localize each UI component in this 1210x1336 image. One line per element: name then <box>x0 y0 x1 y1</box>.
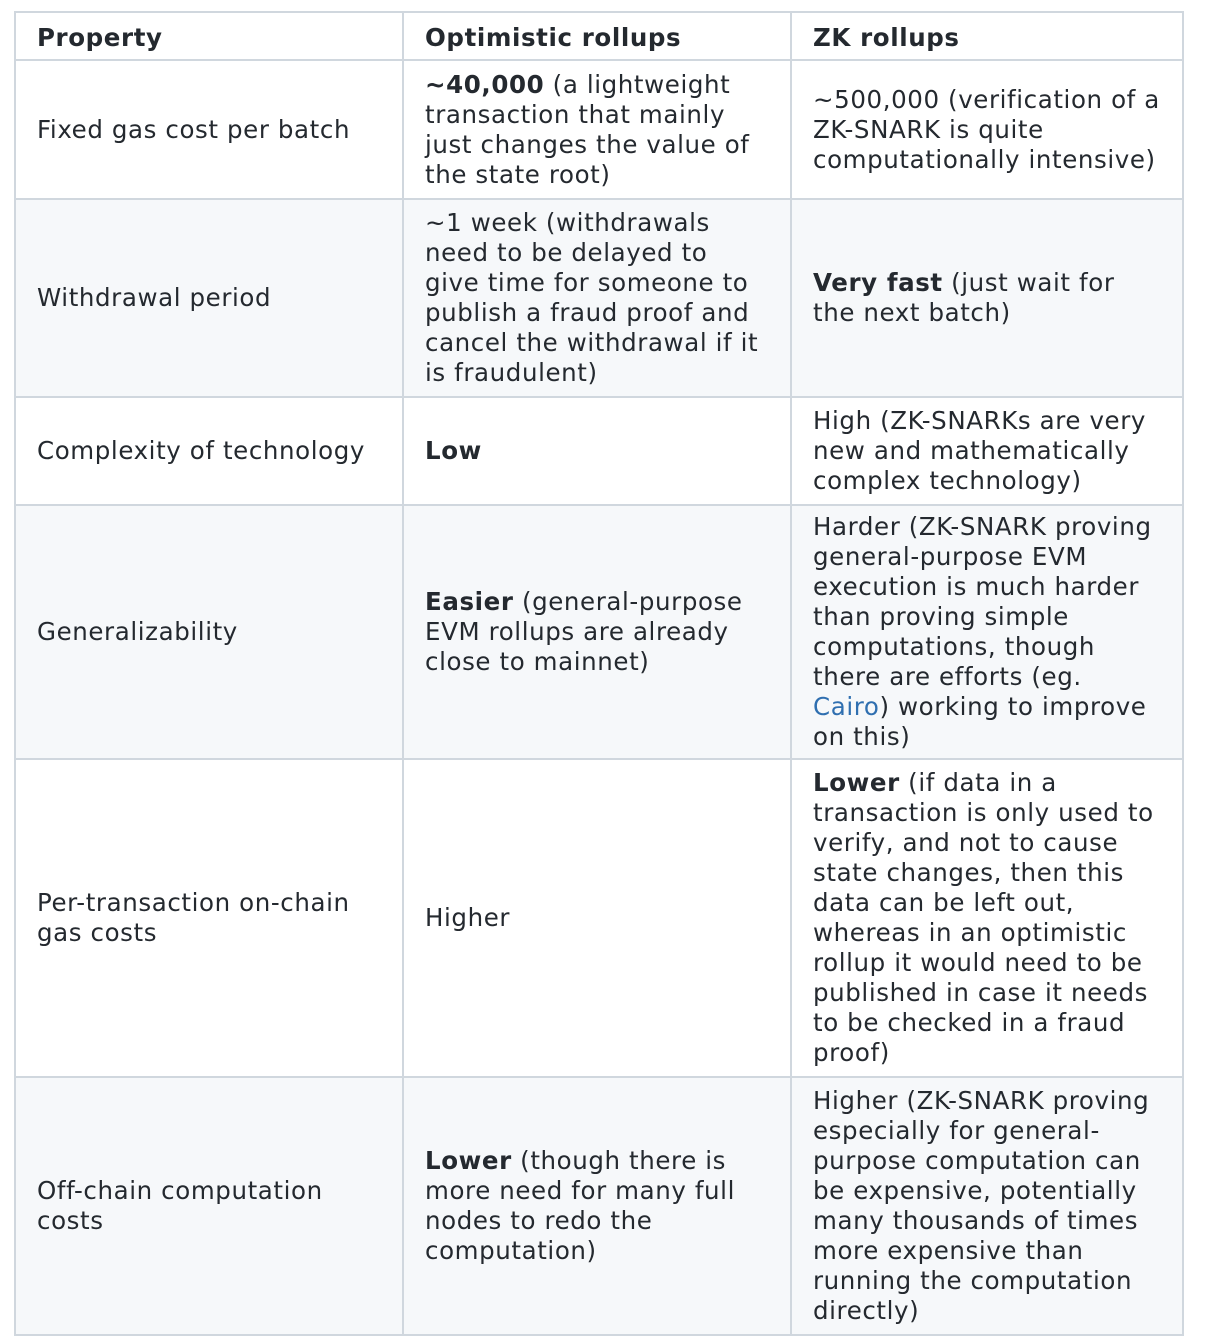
zk-cell <box>791 199 1183 397</box>
cell-text: (general-purpose EVM rollups are already close to mainnet) <box>425 587 743 676</box>
header-row <box>15 12 1183 60</box>
optimistic-cell <box>403 397 791 505</box>
property-cell: Off-chain computation costs <box>15 1077 403 1335</box>
zk-cell <box>791 60 1183 199</box>
rollup-comparison-table <box>14 11 1184 1336</box>
cell-text: ~1 week (withdrawals need to be delayed to give time for someone to publish a fraud proof and cancel the withdrawal if it is fraudulent) <box>425 208 759 387</box>
cell-text: (if data in a transaction is only used to verify, and not to cause state changes, then this data can be left out, whereas in an optimistic rollup it would need to be published in case it needs to be checked in a fraud proof) <box>813 768 1154 1067</box>
optimistic-cell <box>403 1077 791 1335</box>
cell-text: (though there is more need for many full nodes to redo the computation) <box>425 1146 736 1265</box>
optimistic-cell <box>403 505 791 759</box>
table-row <box>15 60 1183 199</box>
zk-cell <box>791 759 1183 1077</box>
property-cell: Fixed gas cost per batch <box>15 60 403 199</box>
emphasis-text: Very fast <box>813 268 943 297</box>
table-header <box>15 12 1183 60</box>
table-row <box>15 397 1183 505</box>
header-property: Property <box>15 12 403 60</box>
emphasis-text: Lower <box>425 1146 512 1175</box>
table-row <box>15 505 1183 759</box>
cell-text: Harder (ZK-SNARK proving general-purpose EVM execution is much harder than proving simple computations, though there are efforts (eg. <box>813 512 1152 691</box>
emphasis-text: Easier <box>425 587 514 616</box>
header-optimistic-rollups: Optimistic rollups <box>403 12 791 60</box>
cell-text: High (ZK-SNARKs are very new and mathematically complex technology) <box>813 406 1147 495</box>
cell-text: Higher (ZK-SNARK proving especially for general-purpose computation can be expensive, potentially many thousands of times more expensive than running the computation directly) <box>813 1086 1150 1325</box>
cell-text: ~500,000 (verification of a ZK-SNARK is quite computationally intensive) <box>813 84 1160 174</box>
emphasis-text: Lower <box>813 768 900 797</box>
optimistic-cell <box>403 60 791 199</box>
table-row <box>15 759 1183 1077</box>
cell-text: Higher <box>425 903 511 932</box>
property-cell: Generalizability <box>15 505 403 759</box>
emphasis-text: Low <box>425 436 482 465</box>
header-zk-rollups: ZK rollups <box>791 12 1183 60</box>
emphasis-text: ~40,000 <box>425 69 545 99</box>
property-cell: Complexity of technology <box>15 397 403 505</box>
zk-cell <box>791 397 1183 505</box>
zk-cell <box>791 505 1183 759</box>
optimistic-cell <box>403 199 791 397</box>
table-row <box>15 1077 1183 1335</box>
property-cell: Per-transaction on-chain gas costs <box>15 759 403 1077</box>
table-row <box>15 199 1183 397</box>
cell-text: (just wait for the next batch) <box>813 268 1115 327</box>
optimistic-cell <box>403 759 791 1077</box>
cell-text: ) working to improve on this) <box>813 692 1147 751</box>
cell-text: (a lightweight transaction that mainly just changes the value of the state root) <box>425 69 750 189</box>
cairo-link[interactable]: Cairo <box>813 692 880 721</box>
zk-cell <box>791 1077 1183 1335</box>
table-body <box>15 60 1183 1335</box>
property-cell: Withdrawal period <box>15 199 403 397</box>
